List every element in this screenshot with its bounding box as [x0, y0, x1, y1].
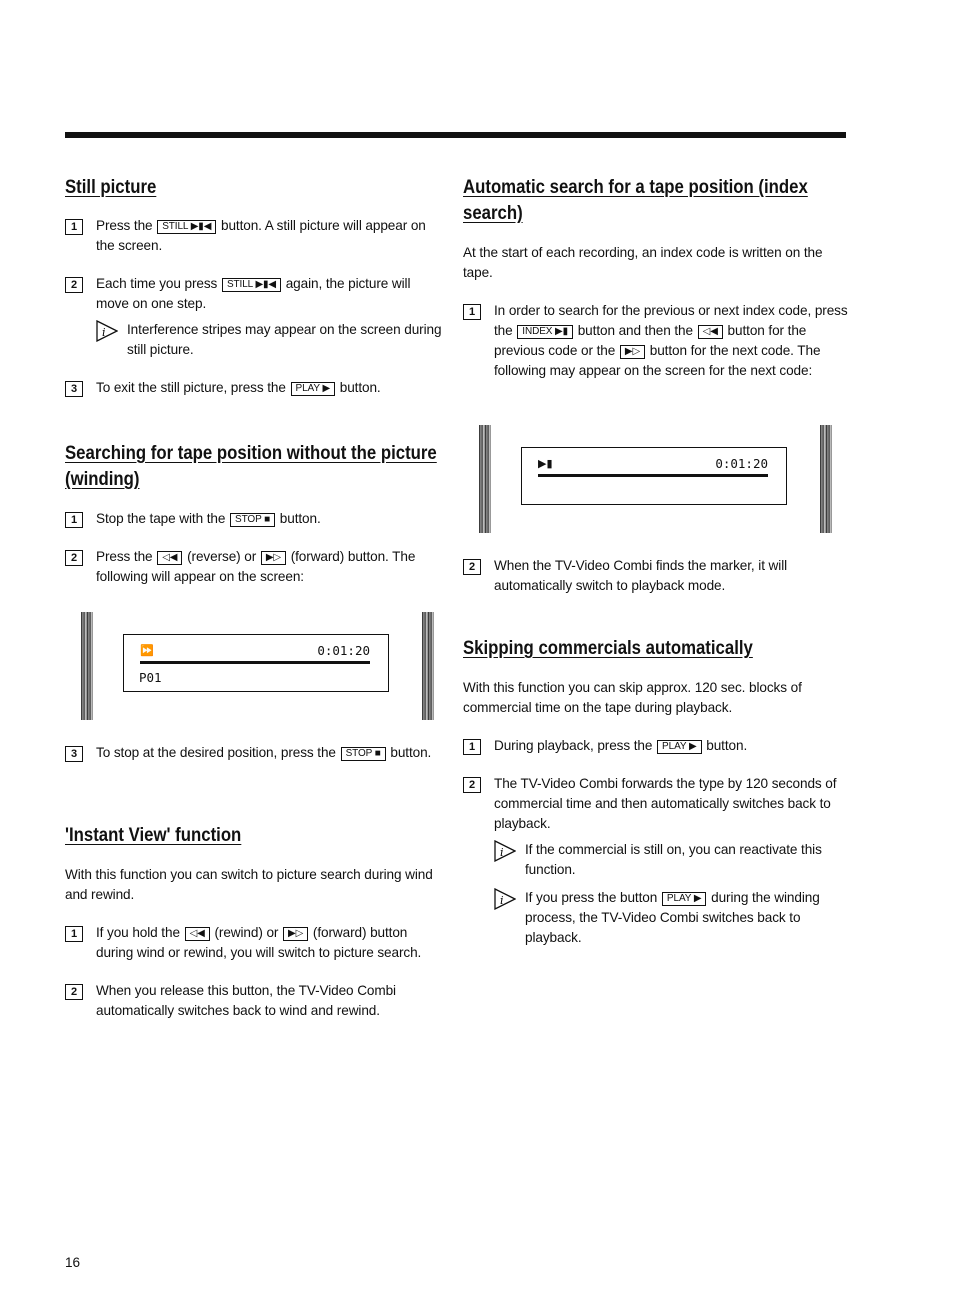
forward-key-icon: ▶▷ — [620, 345, 645, 359]
info-note: i Interference stripes may appear on the screen during still picture. — [96, 320, 443, 360]
instant-title: 'Instant View' function — [65, 824, 242, 846]
tv-screen-index — [479, 425, 832, 533]
instant-step-2: 2 When you release this button, the TV-Video Combi automatically switches back to wind and rewind. — [65, 981, 443, 1021]
skip-step-1: 1 During playback, press the PLAY ▶ button. — [463, 736, 849, 756]
stop-key-icon: STOP ■ — [341, 747, 386, 761]
still-step-2: 2 Each time you press STILL ▶▮◀ again, the picture will move on one step. i Interference stripes may appear on the screen during still picture. — [65, 274, 443, 360]
forward-key-icon: ▶▷ — [283, 927, 308, 941]
section-instant-view — [65, 822, 443, 1021]
index-step-2: 2 When the TV-Video Combi finds the marker, it will automatically switch to playback mode. — [463, 556, 849, 596]
index-key-icon: INDEX ▶▮ — [517, 325, 573, 339]
index-title: Automatic search for a tape position (index search) — [463, 176, 808, 224]
instant-step-1: 1 If you hold the ◁◀ (rewind) or ▶▷ (forward) button during wind or rewind, you will switch to picture search. — [65, 923, 443, 963]
winding-title: Searching for tape position without the picture (winding) — [65, 442, 437, 490]
tv-edge-right — [820, 425, 832, 533]
still-key-icon: STILL ▶▮◀ — [157, 220, 216, 234]
info-icon — [494, 888, 516, 910]
winding-step-3: 3 To stop at the desired position, press the STOP ■ button. — [65, 743, 443, 763]
step-number-3: 3 — [65, 746, 83, 762]
skip-intro: With this function you can skip approx. 120 sec. blocks of commercial time on the tape during playback. — [463, 680, 802, 715]
svg-text:i: i — [500, 846, 504, 859]
index-skip-icon: ▶▮ — [538, 457, 553, 470]
tv-edge-left — [81, 612, 93, 720]
step-number-2: 2 — [65, 984, 83, 1000]
info-note: i If you press the button PLAY ▶ during the winding process, the TV-Video Combi switches back to playback. — [494, 888, 849, 948]
still-step-1: 1 Press the STILL ▶▮◀ button. A still picture will appear on the screen. — [65, 216, 443, 256]
still-step-3: 3 To exit the still picture, press the PLAY ▶ button. — [65, 378, 443, 398]
step-number-1: 1 — [65, 219, 83, 235]
section-winding — [65, 440, 443, 587]
osd-display — [123, 634, 389, 692]
rewind-key-icon: ◁◀ — [698, 325, 723, 339]
winding-step-1: 1 Stop the tape with the STOP ■ button. — [65, 509, 443, 529]
play-key-icon: PLAY ▶ — [662, 892, 707, 906]
tv-edge-right — [422, 612, 434, 720]
rewind-key-icon: ◁◀ — [185, 927, 210, 941]
play-key-icon: PLAY ▶ — [657, 740, 702, 754]
play-key-icon: PLAY ▶ — [291, 382, 336, 396]
section-still-picture — [65, 174, 443, 398]
osd-display — [521, 447, 787, 505]
osd-progress-bar — [538, 474, 768, 477]
fast-forward-icon: ⏩ — [140, 644, 154, 657]
stop-key-icon: STOP ■ — [230, 513, 275, 527]
winding-step-3-block — [65, 743, 443, 763]
still-key-icon: STILL ▶▮◀ — [222, 278, 281, 292]
svg-text:i: i — [102, 326, 106, 339]
step-number-2: 2 — [463, 559, 481, 575]
osd-time: 0:01:20 — [317, 643, 370, 658]
info-icon — [96, 320, 118, 342]
step-number-3: 3 — [65, 381, 83, 397]
skip-step-2: 2 The TV-Video Combi forwards the type by 120 seconds of commercial time and then automatically switches back to playback. i If the commercial is still on, you can reactivate this function. i If you press the button PLAY ▶ during the winding process, the TV-Video Combi switches back to playback. — [463, 774, 849, 948]
step-number-2: 2 — [65, 277, 83, 293]
step-number-2: 2 — [65, 550, 83, 566]
svg-text:i: i — [500, 894, 504, 907]
section-skip-commercials — [463, 635, 849, 948]
page-number: 16 — [65, 1255, 81, 1270]
top-rule — [65, 132, 846, 138]
index-step-1: 1 In order to search for the previous or next index code, press the INDEX ▶▮ button and then the ◁◀ button for the previous code or the ▶▷ button for the next code. The following may appear on the screen for the next code: — [463, 301, 849, 381]
index-step-2-block — [463, 556, 849, 596]
osd-time: 0:01:20 — [715, 456, 768, 471]
info-note: i If the commercial is still on, you can reactivate this function. — [494, 840, 849, 880]
rewind-key-icon: ◁◀ — [157, 551, 182, 565]
osd-progress-bar — [140, 661, 370, 664]
step-number-1: 1 — [65, 926, 83, 942]
winding-step-2: 2 Press the ◁◀ (reverse) or ▶▷ (forward) button. The following will appear on the screen: — [65, 547, 443, 587]
osd-index: P01 — [139, 670, 162, 685]
step-number-1: 1 — [463, 739, 481, 755]
forward-key-icon: ▶▷ — [261, 551, 286, 565]
instant-intro: With this function you can switch to picture search during wind and rewind. — [65, 867, 433, 902]
still-title: Still picture — [65, 176, 157, 198]
tv-screen-winding — [81, 612, 434, 720]
index-intro: At the start of each recording, an index code is written on the tape. — [463, 245, 823, 280]
skip-title: Skipping commercials automatically — [463, 637, 753, 659]
info-icon — [494, 840, 516, 862]
tv-edge-left — [479, 425, 491, 533]
step-number-1: 1 — [65, 512, 83, 528]
step-number-1: 1 — [463, 304, 481, 320]
step-number-2: 2 — [463, 777, 481, 793]
section-index-search — [463, 174, 849, 381]
